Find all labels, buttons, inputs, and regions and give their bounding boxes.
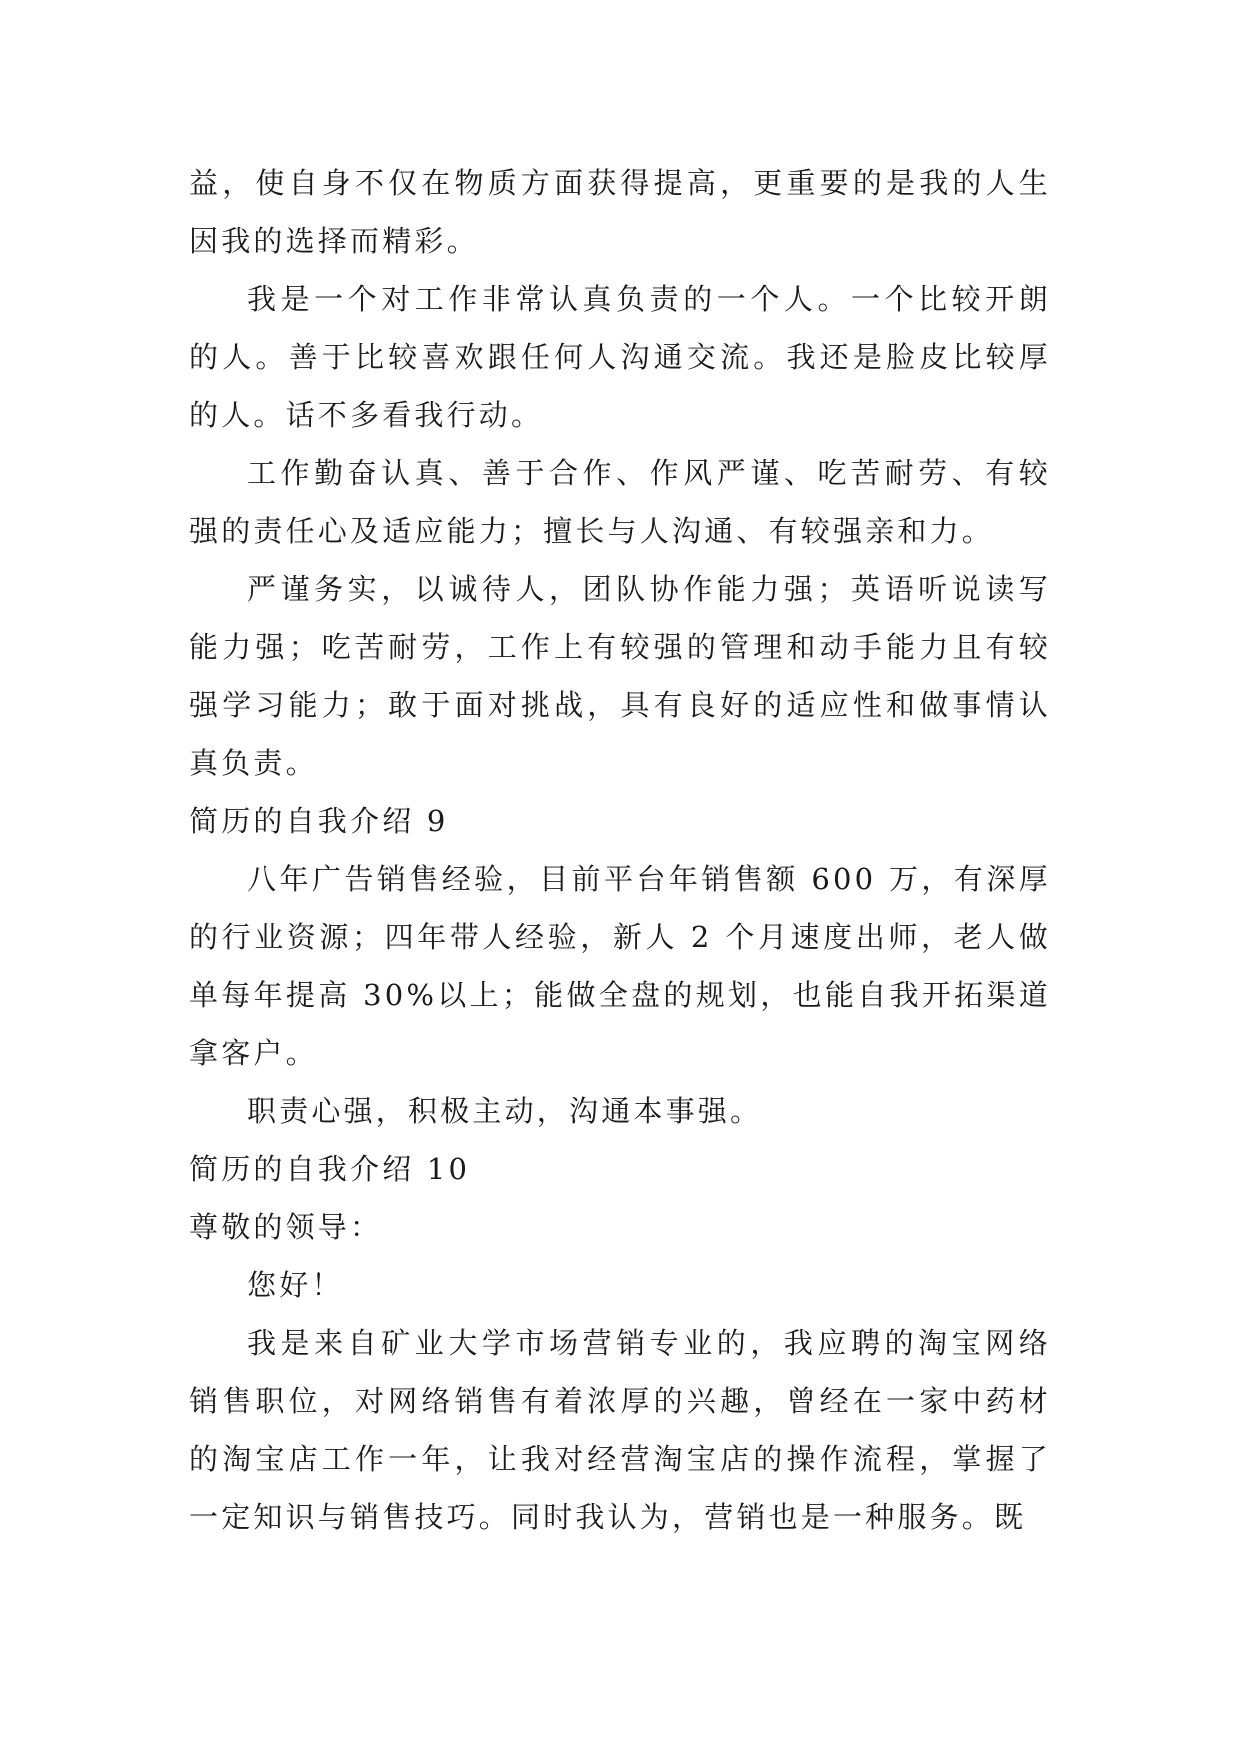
paragraph-continuation: 益，使自身不仅在物质方面获得提高，更重要的是我的人生因我的选择而精彩。 bbox=[189, 166, 1051, 258]
section-heading-9: 简历的自我介绍 9 bbox=[189, 804, 449, 838]
paragraph-sales-experience: 八年广告销售经验，目前平台年销售额 600 万，有深厚的行业资源；四年带人经验，新人 2 个月速度出师，老人做单每年提高 30%以上；能做全盘的规划，也能自我开拓渠道拿客户。 bbox=[189, 862, 1051, 1070]
document-body bbox=[189, 154, 1051, 1546]
letter-salutation: 尊敬的领导： bbox=[189, 1210, 383, 1244]
letter-greeting: 您好！ bbox=[247, 1268, 344, 1302]
paragraph-application: 我是来自矿业大学市场营销专业的，我应聘的淘宝网络销售职位，对网络销售有着浓厚的兴趣，曾经在一家中药材的淘宝店工作一年，让我对经营淘宝店的操作流程，掌握了一定知识与销售技巧。同时我认为，营销也是一种服务。既 bbox=[189, 1326, 1051, 1534]
section-heading-10: 简历的自我介绍 10 bbox=[189, 1152, 471, 1186]
paragraph-work-attitude: 工作勤奋认真、善于合作、作风严谨、吃苦耐劳、有较强的责任心及适应能力；擅长与人沟通、有较强亲和力。 bbox=[189, 456, 1051, 548]
paragraph-personality: 我是一个对工作非常认真负责的一个人。一个比较开朗的人。善于比较喜欢跟任何人沟通交流。我还是脸皮比较厚的人。话不多看我行动。 bbox=[189, 282, 1051, 432]
paragraph-skills: 严谨务实，以诚待人，团队协作能力强；英语听说读写能力强；吃苦耐劳，工作上有较强的管理和动手能力且有较强学习能力；敢于面对挑战，具有良好的适应性和做事情认真负责。 bbox=[189, 572, 1051, 780]
paragraph-responsibility: 职责心强，积极主动，沟通本事强。 bbox=[247, 1094, 763, 1128]
